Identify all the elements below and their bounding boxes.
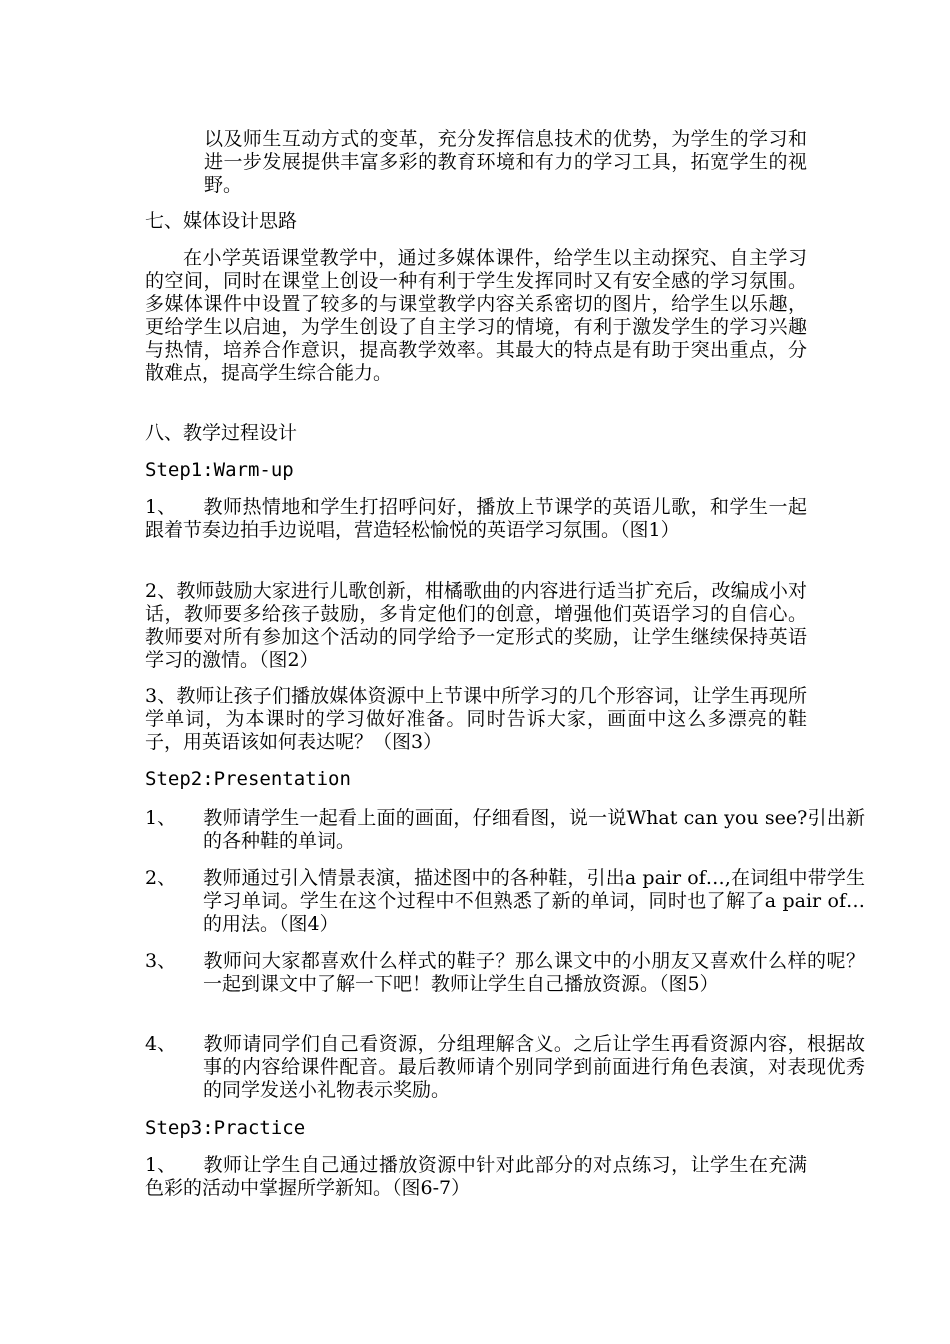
step1-item-1 bbox=[145, 496, 807, 542]
step2-item-3-text: 教师问大家都喜欢什么样式的鞋子？那么课文中的小朋友又喜欢什么样的呢？一起到课文中了解一下吧！教师让学生自己播放资源。（图5） bbox=[203, 950, 865, 995]
step1-item-1-number: 1、 bbox=[145, 496, 177, 518]
step2-item-3 bbox=[145, 950, 865, 996]
intro-continuation-paragraph: 以及师生互动方式的变革，充分发挥信息技术的优势，为学生的学习和进一步发展提供丰富多彩的教育环境和有力的学习工具，拓宽学生的视野。 bbox=[204, 128, 807, 196]
step2-item-2 bbox=[145, 867, 865, 936]
step3-item-1-number: 1、 bbox=[145, 1154, 177, 1176]
step1-item-1-text: 教师热情地和学生打招呼问好，播放上节课学的英语儿歌，和学生一起跟着节奏边拍手边说唱，营造轻松愉悦的英语学习氛围。（图1） bbox=[145, 496, 807, 541]
section-7-heading: 七、媒体设计思路 bbox=[145, 210, 298, 232]
step2-item-2-number: 2、 bbox=[145, 867, 177, 889]
step2-item-1-text: 教师请学生一起看上面的画面，仔细看图，说一说What can you see?引出新的各种鞋的单词。 bbox=[203, 807, 865, 852]
step2-item-1-number: 1、 bbox=[145, 807, 177, 829]
step2-item-4-number: 4、 bbox=[145, 1033, 177, 1055]
step2-item-4 bbox=[145, 1033, 865, 1102]
step1-item-3: 3、教师让孩子们播放媒体资源中上节课中所学习的几个形容词，让学生再现所学单词，为本课时的学习做好准备。同时告诉大家，画面中这么多漂亮的鞋子，用英语该如何表达呢？（图3） bbox=[145, 685, 807, 753]
step2-item-2-text: 教师通过引入情景表演，描述图中的各种鞋，引出a pair of…,在词组中带学生学习单词。学生在这个过程中不但熟悉了新的单词，同时也了解了a pair of…的用法。（图4） bbox=[203, 867, 865, 935]
step3-heading: Step3:Practice bbox=[145, 1117, 306, 1139]
step3-item-1 bbox=[145, 1154, 807, 1200]
section-8-heading: 八、教学过程设计 bbox=[145, 422, 298, 444]
step1-item-2: 2、教师鼓励大家进行儿歌创新，柑橘歌曲的内容进行适当扩充后，改编成小对话，教师要多给孩子鼓励，多肯定他们的创意，增强他们英语学习的自信心。教师要对所有参加这个活动的同学给予一定形式的奖励，让学生继续保持英语学习的激情。（图2） bbox=[145, 580, 807, 671]
step1-heading: Step1:Warm-up bbox=[145, 459, 294, 481]
step2-item-1 bbox=[145, 807, 865, 853]
step3-item-1-text: 教师让学生自己通过播放资源中针对此部分的对点练习，让学生在充满色彩的活动中掌握所学新知。（图6-7） bbox=[145, 1154, 807, 1199]
step2-item-3-number: 3、 bbox=[145, 950, 177, 972]
step2-heading: Step2:Presentation bbox=[145, 768, 351, 790]
step2-item-4-text: 教师请同学们自己看资源，分组理解含义。之后让学生再看资源内容，根据故事的内容给课件配音。最后教师请个别同学到前面进行角色表演，对表现优秀的同学发送小礼物表示奖励。 bbox=[203, 1033, 865, 1101]
section-7-body: 在小学英语课堂教学中，通过多媒体课件，给学生以主动探究、自主学习的空间，同时在课堂上创设一种有利于学生发挥同时又有安全感的学习氛围。多媒体课件中设置了较多的与课堂教学内容关系密切的图片，给学生以乐趣，更给学生以启迪，为学生创设了自主学习的情境，有利于激发学生的学习兴趣与热情，培养合作意识，提高教学效率。其最大的特点是有助于突出重点，分散难点，提高学生综合能力。 bbox=[145, 247, 807, 384]
